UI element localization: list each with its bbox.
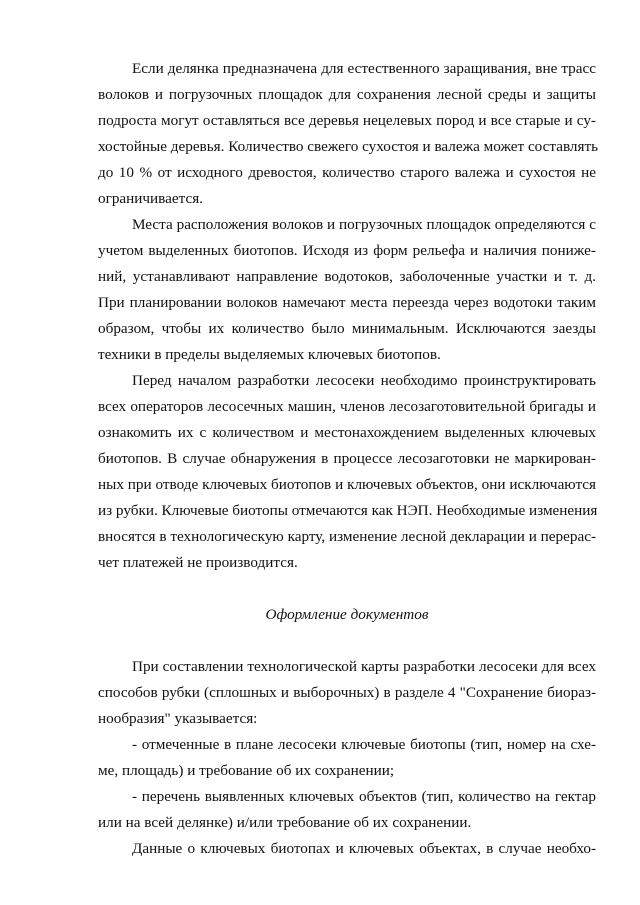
text-line: подроста могут оставляться все деревья нецелевых пород и все старые и су- xyxy=(98,112,596,129)
spacer xyxy=(98,628,596,654)
text-line: ознакомить их с количеством и местонахождением выделенных ключевых xyxy=(98,424,596,441)
text-line: ний, устанавливают направление водотоков, заболоченные участки и т. д. xyxy=(98,268,596,285)
text-line: хостойные деревья. Количество свежего сухостоя и валежа может составлять xyxy=(98,138,599,155)
para-tech-map xyxy=(98,654,596,732)
text-line: всех операторов лесосечных машин, членов лесозаготовительной бригады и xyxy=(98,398,596,415)
text-line: Перед началом разработки лесосеки необходимо проинструктировать xyxy=(132,372,596,389)
section-heading: Оформление документов xyxy=(265,606,429,623)
body-text-block-2 xyxy=(98,654,596,862)
text-line: из рубки. Ключевые биотопы отмечаются как НЭП. Необходимые изменения xyxy=(98,502,598,519)
text-line: - отмеченные в плане лесосеки ключевые биотопы (тип, номер на схе- xyxy=(132,736,596,753)
text-line: вносятся в технологическую карту, изменение лесной декларации и перерас- xyxy=(98,528,596,545)
text-line: Данные о ключевых биотопах и ключевых объектах, в случае необхо- xyxy=(132,840,596,857)
text-line: биотопов. В случае обнаружения в процессе лесозаготовки не маркирован- xyxy=(98,450,596,467)
text-line: до 10 % от исходного древостоя, количество старого валежа и сухостоя не xyxy=(98,164,596,181)
text-line: ограничивается. xyxy=(98,190,203,207)
document-page xyxy=(98,56,599,862)
text-line: Места расположения волоков и погрузочных площадок определяются с xyxy=(132,216,596,233)
para-data-key-biotopes xyxy=(98,836,596,862)
text-line: нообразия" указывается: xyxy=(98,710,258,727)
list-item-biotopes xyxy=(98,732,596,784)
spacer xyxy=(98,576,596,602)
text-line: способов рубки (сплошных и выборочных) в разделе 4 "Сохранение биораз- xyxy=(98,684,596,701)
text-line: - перечень выявленных ключевых объектов (тип, количество на гектар xyxy=(132,788,596,805)
para-skid-trails xyxy=(98,212,596,368)
text-line: волоков и погрузочных площадок для сохранения лесной среды и защиты xyxy=(98,86,596,103)
text-line: При составлении технологической карты разработки лесосеки для всех xyxy=(132,658,596,675)
para-natural-regrowth xyxy=(98,56,599,212)
body-text-block-1 xyxy=(98,56,599,576)
para-operator-briefing xyxy=(98,368,596,576)
text-line: учетом выделенных биотопов. Исходя из форм рельефа и наличия понижe- xyxy=(98,242,596,259)
list-item-objects xyxy=(98,784,596,836)
text-line: ме, площадь) и требование об их сохранении; xyxy=(98,762,395,779)
text-line: ных при отводе ключевых биотопов и ключевых объектов, они исключаются xyxy=(98,476,596,493)
text-line: техники в пределы выделяемых ключевых биотопов. xyxy=(98,346,441,363)
text-line: Если делянка предназначена для естественного заращивания, вне трасс xyxy=(132,60,596,77)
text-line: При планировании волоков намечают места переезда через водотоки таким xyxy=(98,294,596,311)
text-line: или на всей делянке) и/или требование об их сохранении. xyxy=(98,814,472,831)
text-line: образом, чтобы их количество было минимальным. Исключаются заезды xyxy=(98,320,596,337)
text-line: чет платежей не производится. xyxy=(98,554,298,571)
